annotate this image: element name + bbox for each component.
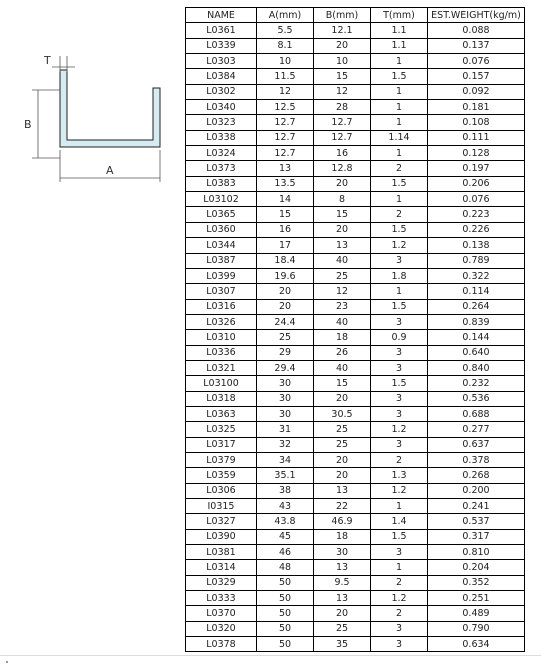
table-row [186,360,525,375]
cell-name: L0310 [186,330,257,345]
cell-t: 1.5 [371,176,428,191]
cell-weight: 0.232 [428,376,525,391]
table-row [186,637,525,652]
cell-name: L0324 [186,146,257,161]
cell-b: 40 [314,314,371,329]
cell-b: 13 [314,560,371,575]
cell-weight: 0.264 [428,299,525,314]
cell-name: L0302 [186,84,257,99]
cell-weight: 0.111 [428,130,525,145]
cell-a: 12.7 [257,130,314,145]
cell-name: L0307 [186,284,257,299]
table-row [186,69,525,84]
cell-b: 35 [314,637,371,652]
table-row [186,130,525,145]
cell-t: 3 [371,637,428,652]
cell-t: 1.1 [371,23,428,38]
cell-a: 11.5 [257,69,314,84]
table-row [186,606,525,621]
table-row [186,452,525,467]
cell-weight: 0.840 [428,360,525,375]
table-row [186,575,525,590]
header-b: B(mm) [314,8,371,23]
cell-weight: 0.144 [428,330,525,345]
cell-a: 16 [257,222,314,237]
cell-b: 12.1 [314,23,371,38]
cell-weight: 0.114 [428,284,525,299]
cell-weight: 0.092 [428,84,525,99]
cell-b: 20 [314,222,371,237]
cell-name: L0360 [186,222,257,237]
cell-a: 50 [257,575,314,590]
cell-b: 12 [314,84,371,99]
cell-name: L0326 [186,314,257,329]
cell-a: 29.4 [257,360,314,375]
table-row [186,299,525,314]
cell-a: 50 [257,637,314,652]
cell-b: 25 [314,422,371,437]
cell-b: 25 [314,268,371,283]
cell-name: L03102 [186,192,257,207]
cell-a: 13 [257,161,314,176]
cell-weight: 0.241 [428,499,525,514]
table-row [186,284,525,299]
cell-a: 34 [257,452,314,467]
cell-a: 30 [257,376,314,391]
cell-a: 15 [257,207,314,222]
cell-name: L0379 [186,452,257,467]
cell-weight: 0.839 [428,314,525,329]
cell-name: L0340 [186,100,257,115]
cell-a: 38 [257,483,314,498]
cell-weight: 0.251 [428,591,525,606]
cell-a: 18.4 [257,253,314,268]
cell-name: L0317 [186,437,257,452]
cell-b: 15 [314,376,371,391]
cell-weight: 0.206 [428,176,525,191]
cell-t: 0.9 [371,330,428,345]
cell-weight: 0.537 [428,514,525,529]
page-bottom-divider [0,655,541,656]
cell-a: 30 [257,406,314,421]
cell-name: L0365 [186,207,257,222]
cell-a: 48 [257,560,314,575]
cell-name: L0373 [186,161,257,176]
cell-t: 3 [371,345,428,360]
table-row [186,621,525,636]
cell-a: 19.6 [257,268,314,283]
cell-a: 50 [257,591,314,606]
cell-name: L0344 [186,238,257,253]
cell-b: 40 [314,253,371,268]
cell-t: 1 [371,499,428,514]
table-row [186,207,525,222]
cell-weight: 0.640 [428,345,525,360]
table-row [186,23,525,38]
cell-a: 12.7 [257,146,314,161]
cell-a: 30 [257,391,314,406]
cell-a: 17 [257,238,314,253]
cell-a: 5.5 [257,23,314,38]
cell-name: L0387 [186,253,257,268]
cell-b: 16 [314,146,371,161]
table-row [186,330,525,345]
cell-t: 1.2 [371,238,428,253]
cell-weight: 0.634 [428,637,525,652]
table-row [186,268,525,283]
cell-t: 3 [371,406,428,421]
cell-name: L0378 [186,637,257,652]
table-row [186,222,525,237]
cell-name: L0383 [186,176,257,191]
cell-name: L0361 [186,23,257,38]
cell-weight: 0.204 [428,560,525,575]
cell-t: 1 [371,560,428,575]
cell-a: 32 [257,437,314,452]
cell-weight: 0.536 [428,391,525,406]
cell-t: 1 [371,192,428,207]
table-row [186,422,525,437]
cell-name: L0363 [186,406,257,421]
cell-a: 43 [257,499,314,514]
cell-b: 20 [314,391,371,406]
cell-t: 2 [371,452,428,467]
table-header-row [186,8,525,23]
cell-t: 1 [371,146,428,161]
table-row [186,468,525,483]
cell-a: 29 [257,345,314,360]
cell-t: 1.2 [371,483,428,498]
label-b: B [24,118,32,131]
cell-name: L0336 [186,345,257,360]
cell-name: L0399 [186,268,257,283]
cell-t: 3 [371,314,428,329]
specification-table [185,7,525,652]
table-row [186,499,525,514]
cell-weight: 0.810 [428,545,525,560]
table-row [186,391,525,406]
table-row [186,146,525,161]
cell-name: L0333 [186,591,257,606]
header-a: A(mm) [257,8,314,23]
cell-name: L0370 [186,606,257,621]
cell-weight: 0.137 [428,38,525,53]
cell-t: 1.4 [371,514,428,529]
cell-t: 2 [371,606,428,621]
cell-b: 13 [314,591,371,606]
cell-t: 2 [371,575,428,590]
label-a: A [106,164,114,177]
cell-b: 10 [314,54,371,69]
cell-weight: 0.128 [428,146,525,161]
cell-t: 1.8 [371,268,428,283]
cell-t: 1.5 [371,299,428,314]
cell-t: 1.5 [371,69,428,84]
cell-a: 12.7 [257,115,314,130]
cell-t: 3 [371,545,428,560]
cell-t: 3 [371,360,428,375]
header-weight: EST.WEIGHT(kg/m) [428,8,525,23]
cell-b: 15 [314,207,371,222]
cell-b: 13 [314,483,371,498]
cell-a: 46 [257,545,314,560]
cell-b: 12.7 [314,115,371,130]
cell-weight: 0.197 [428,161,525,176]
cell-b: 18 [314,529,371,544]
cell-a: 25 [257,330,314,345]
table-row [186,483,525,498]
cell-b: 26 [314,345,371,360]
cell-a: 12.5 [257,100,314,115]
cell-a: 50 [257,621,314,636]
cell-name: L0338 [186,130,257,145]
cell-name: L0306 [186,483,257,498]
cell-b: 25 [314,437,371,452]
cell-t: 1 [371,115,428,130]
cell-weight: 0.108 [428,115,525,130]
cell-t: 1 [371,54,428,69]
cell-t: 1.5 [371,222,428,237]
table-row [186,54,525,69]
cell-t: 1 [371,284,428,299]
table-row [186,238,525,253]
cell-weight: 0.088 [428,23,525,38]
cell-weight: 0.277 [428,422,525,437]
cell-b: 18 [314,330,371,345]
cell-a: 20 [257,284,314,299]
cell-weight: 0.157 [428,69,525,84]
cell-name: L0321 [186,360,257,375]
table-row [186,591,525,606]
cell-t: 1.5 [371,529,428,544]
cell-name: L0339 [186,38,257,53]
cell-b: 30.5 [314,406,371,421]
cell-b: 25 [314,621,371,636]
table-row [186,38,525,53]
cell-b: 20 [314,176,371,191]
cell-t: 3 [371,437,428,452]
cell-t: 1.1 [371,38,428,53]
cell-b: 20 [314,468,371,483]
cell-a: 45 [257,529,314,544]
cell-b: 22 [314,499,371,514]
table-row [186,437,525,452]
table-row [186,560,525,575]
cell-weight: 0.076 [428,192,525,207]
cell-name: L03100 [186,376,257,391]
cell-weight: 0.181 [428,100,525,115]
cell-name: L0314 [186,560,257,575]
cell-weight: 0.268 [428,468,525,483]
cell-t: 1.3 [371,468,428,483]
table-row [186,545,525,560]
channel-profile-drawing [20,50,180,190]
cell-weight: 0.489 [428,606,525,621]
cell-name: L0384 [186,69,257,84]
table-row [186,529,525,544]
cell-t: 1.2 [371,422,428,437]
cell-weight: 0.688 [428,406,525,421]
cell-name: L0327 [186,514,257,529]
cell-b: 46.9 [314,514,371,529]
cell-a: 43.8 [257,514,314,529]
cell-weight: 0.317 [428,529,525,544]
cell-b: 20 [314,38,371,53]
cell-a: 13.5 [257,176,314,191]
table-row [186,345,525,360]
cell-t: 2 [371,161,428,176]
table-row [186,192,525,207]
channel-profile-diagram [20,50,180,190]
cell-b: 13 [314,238,371,253]
cell-b: 12 [314,284,371,299]
cell-weight: 0.076 [428,54,525,69]
cell-weight: 0.378 [428,452,525,467]
cell-b: 30 [314,545,371,560]
cell-name: L0359 [186,468,257,483]
cell-b: 23 [314,299,371,314]
cell-t: 3 [371,253,428,268]
table-row [186,84,525,99]
cell-a: 14 [257,192,314,207]
cell-weight: 0.200 [428,483,525,498]
table-body [186,23,525,652]
cell-name: L0390 [186,529,257,544]
cell-a: 10 [257,54,314,69]
cell-weight: 0.352 [428,575,525,590]
cell-name: L0303 [186,54,257,69]
cell-name: L0381 [186,545,257,560]
cell-t: 3 [371,621,428,636]
header-name: NAME [186,8,257,23]
cell-b: 20 [314,452,371,467]
cell-a: 12 [257,84,314,99]
cell-t: 1.14 [371,130,428,145]
cell-b: 12.7 [314,130,371,145]
cell-b: 20 [314,606,371,621]
table-row [186,253,525,268]
cell-name: L0320 [186,621,257,636]
cell-weight: 0.322 [428,268,525,283]
cell-b: 9.5 [314,575,371,590]
cell-t: 1 [371,100,428,115]
cell-name: L0323 [186,115,257,130]
cell-b: 40 [314,360,371,375]
table-row [186,100,525,115]
label-t: T [44,54,51,67]
table-row [186,176,525,191]
cell-weight: 0.790 [428,621,525,636]
table-row [186,514,525,529]
table-row [186,161,525,176]
cell-b: 8 [314,192,371,207]
cell-t: 1.5 [371,376,428,391]
table-row [186,406,525,421]
cell-a: 8.1 [257,38,314,53]
cell-b: 12.8 [314,161,371,176]
cell-t: 1.2 [371,591,428,606]
cell-weight: 0.226 [428,222,525,237]
cell-t: 1 [371,84,428,99]
cell-weight: 0.223 [428,207,525,222]
cell-weight: 0.637 [428,437,525,452]
cell-weight: 0.138 [428,238,525,253]
cell-a: 31 [257,422,314,437]
channel-shape [60,70,160,147]
cell-a: 50 [257,606,314,621]
cell-name: L0325 [186,422,257,437]
table-row [186,376,525,391]
cell-b: 15 [314,69,371,84]
header-t: T(mm) [371,8,428,23]
cell-t: 2 [371,207,428,222]
specification-table-container [185,7,524,652]
page-corner-mark [6,661,8,663]
cell-name: L0329 [186,575,257,590]
cell-weight: 0.789 [428,253,525,268]
cell-name: L0316 [186,299,257,314]
table-row [186,115,525,130]
cell-a: 35.1 [257,468,314,483]
cell-name: I0315 [186,499,257,514]
table-row [186,314,525,329]
cell-a: 24.4 [257,314,314,329]
cell-t: 3 [371,391,428,406]
cell-b: 28 [314,100,371,115]
cell-a: 20 [257,299,314,314]
cell-name: L0318 [186,391,257,406]
